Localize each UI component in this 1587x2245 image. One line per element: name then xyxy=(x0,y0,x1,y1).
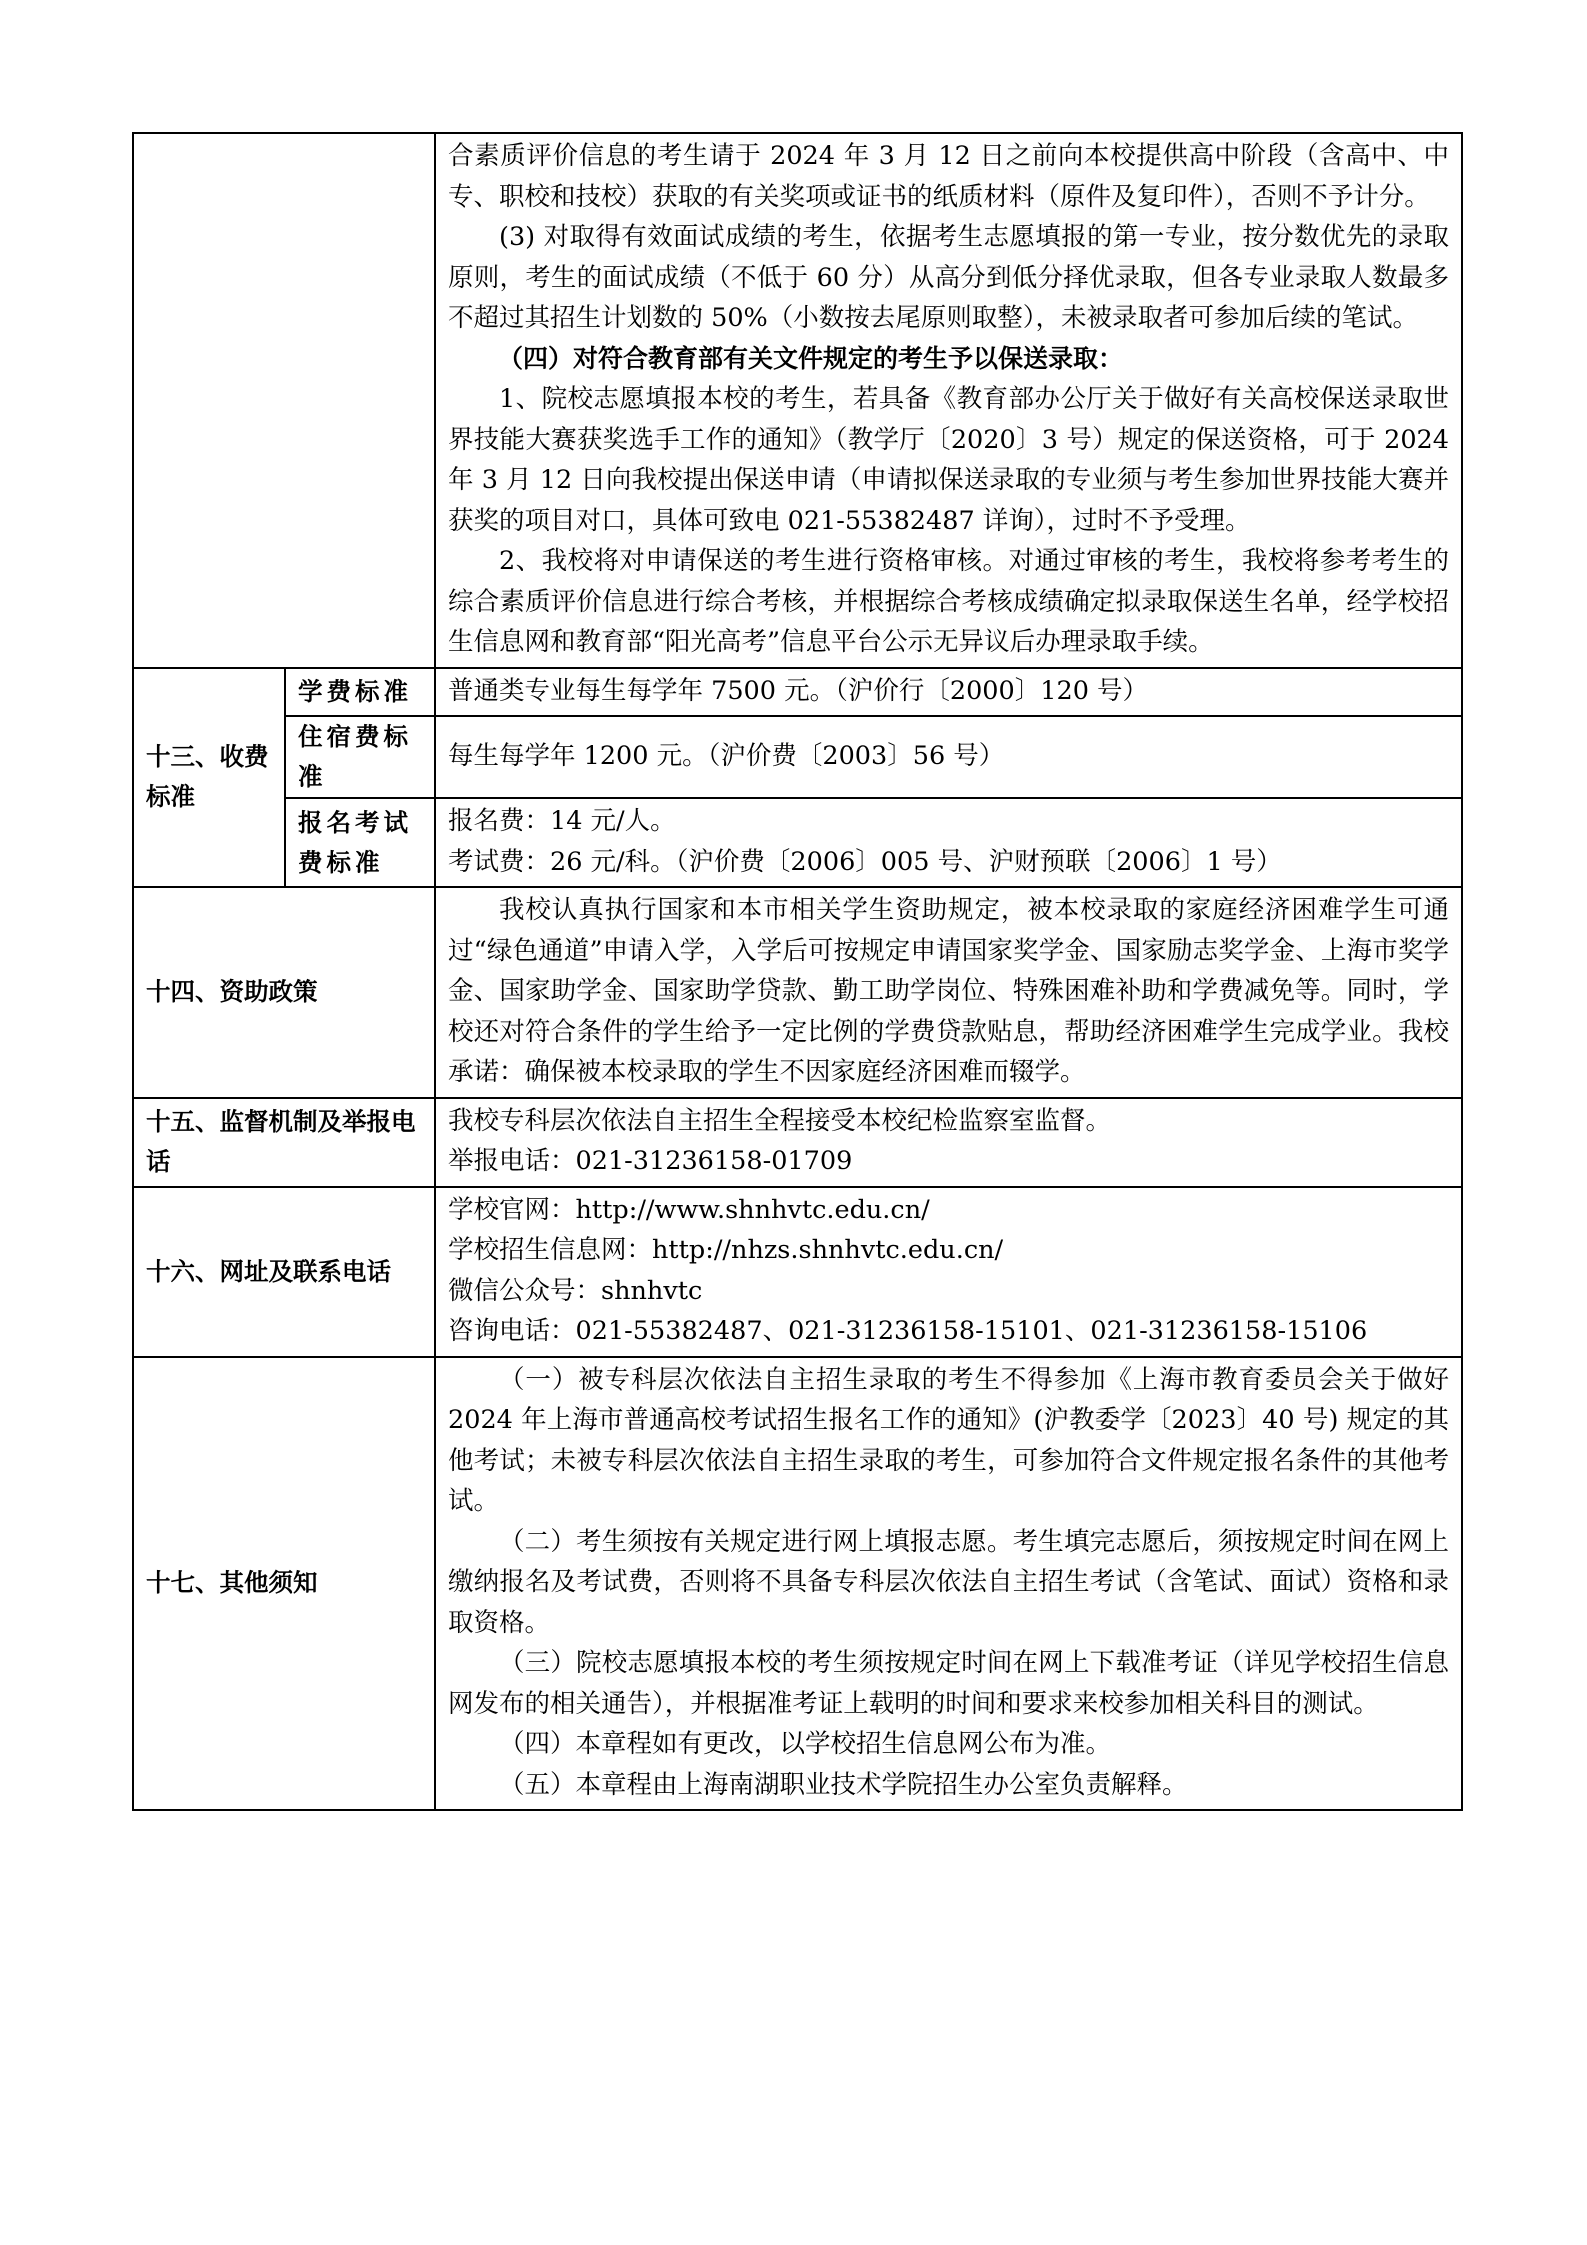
fee-value-tuition xyxy=(435,668,1462,717)
other-content xyxy=(435,1357,1462,1811)
fee-value-exam xyxy=(435,798,1462,887)
paragraph: 2、我校将对申请保送的考生进行资格审核。对通过审核的考生，我校将参考考生的综合素质评价信息进行综合考核，并根据综合考核成绩确定拟录取保送生名单，经学校招生信息网和教育部“阳光高考”信息平台公示无异议后办理录取手续。 xyxy=(448,546,1449,657)
supervision-content xyxy=(435,1098,1462,1187)
table-row-contact xyxy=(133,1187,1462,1357)
table-row-fees-exam xyxy=(133,798,1462,887)
subheading: （四）对符合教育部有关文件规定的考生予以保送录取： xyxy=(498,343,1124,373)
school-website: 学校官网：http://www.shnhvtc.edu.cn/ xyxy=(448,1194,930,1225)
supervision-line: 我校专科层次依法自主招生全程接受本校纪检监察室监督。 xyxy=(448,1105,1112,1136)
table-row-fees-tuition xyxy=(133,668,1462,717)
table-row-supervision xyxy=(133,1098,1462,1187)
admission-charter-page xyxy=(132,132,1461,1811)
fee-line: 考试费：26 元/科。（沪价费〔2006〕005 号、沪财预联〔2006〕1 号） xyxy=(448,846,1282,877)
empty-heading-cell xyxy=(133,133,435,668)
paragraph: （五）本章程由上海南湖职业技术学院招生办公室负责解释。 xyxy=(499,1769,1188,1800)
fee-label-tuition: 学费标准 xyxy=(285,668,435,717)
paragraph: 1、院校志愿填报本校的考生，若具备《教育部办公厅关于做好有关高校保送录取世界技能大赛获奖选手工作的通知》（教学厅〔2020〕3 号）规定的保送资格，可于 2024 年 3 月 12 日向我校提出保送申请（申请拟保送录取的专业须与考生参加世界技能大赛并获奖的项目对口，具体可致电 021-55382487 详询），过时不予受理。 xyxy=(448,384,1449,536)
section-continued-content xyxy=(435,133,1462,668)
admissions-website: 学校招生信息网：http://nhzs.shnhvtc.edu.cn/ xyxy=(448,1235,1004,1265)
fee-line: 每生每学年 1200 元。（沪价费〔2003〕56 号） xyxy=(448,740,1005,771)
paragraph: （二）考生须按有关规定进行网上填报志愿。考生填完志愿后，须按规定时间在网上缴纳报名及考试费，否则将不具备专科层次依法自主招生考试（含笔试、面试）资格和录取资格。 xyxy=(448,1526,1449,1638)
section-heading-other: 十七、其他须知 xyxy=(133,1357,435,1811)
consult-phone: 咨询电话：021-55382487、021-31236158-15101、021-31236158-15106 xyxy=(448,1316,1368,1346)
wechat-account: 微信公众号：shnhvtc xyxy=(448,1275,703,1306)
contact-content xyxy=(435,1187,1462,1357)
section-heading-contact: 十六、网址及联系电话 xyxy=(133,1187,435,1357)
paragraph: 合素质评价信息的考生请于 2024 年 3 月 12 日之前向本校提供高中阶段（含高中、中专、职校和技校）获取的有关奖项或证书的纸质材料（原件及复印件），否则不予计分。 xyxy=(448,141,1449,212)
fee-line: 报名费：14 元/人。 xyxy=(448,806,676,836)
table-row-aid xyxy=(133,887,1462,1098)
charter-table xyxy=(132,132,1463,1811)
table-row-fees-housing xyxy=(133,716,1462,798)
fee-value-housing xyxy=(435,716,1462,798)
paragraph: （一）被专科层次依法自主招生录取的考生不得参加《上海市教育委员会关于做好 2024 年上海市普通高校考试招生报名工作的通知》(沪教委学〔2023〕40 号) 规定的其他考试；未被专科层次依法自主招生录取的考生，可参加符合文件规定报名条件的其他考试。 xyxy=(448,1364,1449,1516)
aid-content xyxy=(435,887,1462,1098)
section-heading-fees: 十三、收费标准 xyxy=(133,668,285,888)
paragraph: (3) 对取得有效面试成绩的考生，依据考生志愿填报的第一专业，按分数优先的录取原则，考生的面试成绩（不低于 60 分）从高分到低分择优录取，但各专业录取人数最多不超过其招生计划数的 50%（小数按去尾原则取整），未被录取者可参加后续的笔试。 xyxy=(448,222,1449,333)
section-heading-supervision: 十五、监督机制及举报电话 xyxy=(133,1098,435,1187)
fee-line: 普通类专业每生每学年 7500 元。（沪价行〔2000〕120 号） xyxy=(448,675,1149,706)
paragraph: 我校认真执行国家和本市相关学生资助规定，被本校录取的家庭经济困难学生可通过“绿色通道”申请入学，入学后可按规定申请国家奖学金、国家励志奖学金、上海市奖学金、国家助学金、国家助学贷款、勤工助学岗位、特殊困难补助和学费减免等。同时，学校还对符合条件的学生给予一定比例的学费贷款贴息，帮助经济困难学生完成学业。我校承诺：确保被本校录取的学生不因家庭经济困难而辍学。 xyxy=(448,895,1449,1087)
fee-label-housing: 住宿费标准 xyxy=(285,716,435,798)
paragraph: （三）院校志愿填报本校的考生须按规定时间在网上下载准考证（详见学校招生信息网发布的相关通告），并根据准考证上载明的时间和要求来校参加相关科目的测试。 xyxy=(448,1648,1449,1719)
table-row-section-continued xyxy=(133,133,1462,668)
paragraph: （四）本章程如有更改，以学校招生信息网公布为准。 xyxy=(499,1729,1112,1759)
report-phone: 举报电话：021-31236158-01709 xyxy=(448,1146,853,1176)
table-row-other xyxy=(133,1357,1462,1811)
section-heading-aid: 十四、资助政策 xyxy=(133,887,435,1098)
fee-label-exam: 报名考试费标准 xyxy=(285,798,435,887)
